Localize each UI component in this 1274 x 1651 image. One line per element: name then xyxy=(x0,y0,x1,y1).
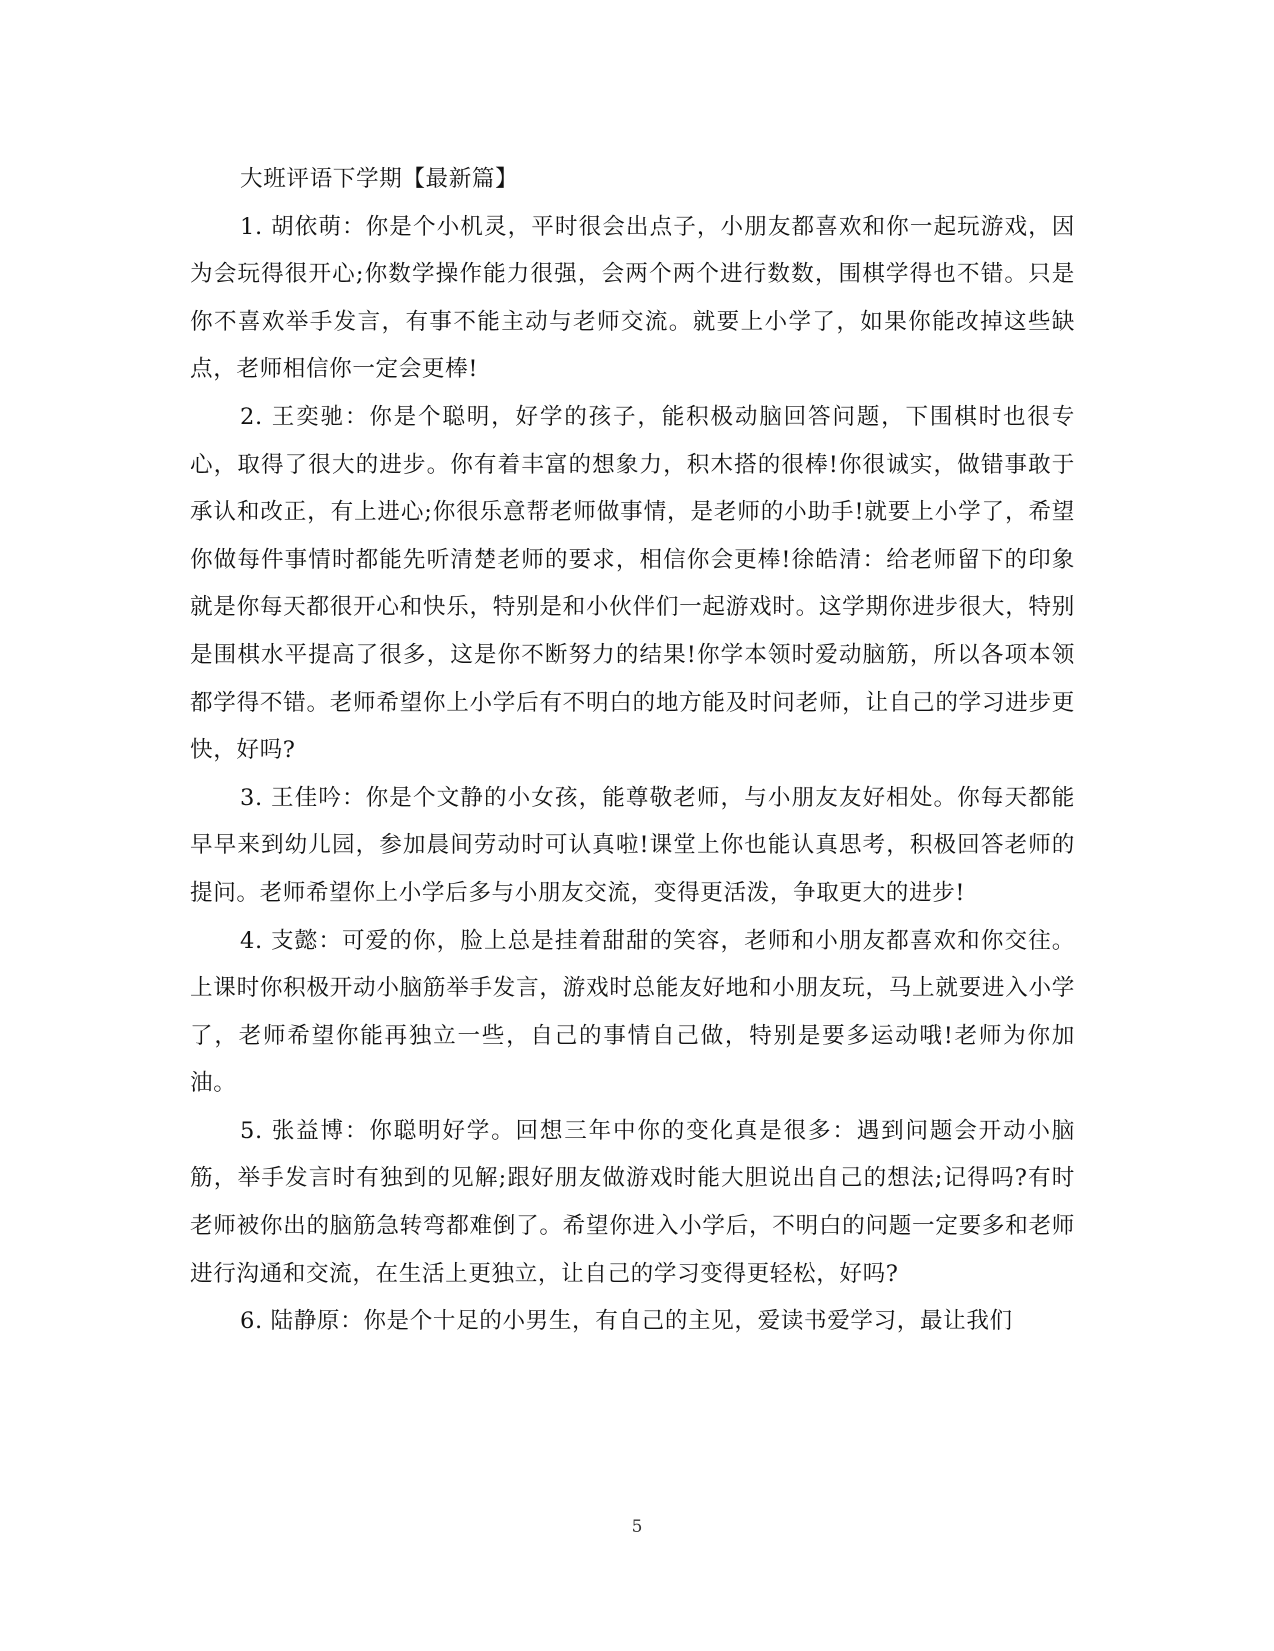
page-number: 5 xyxy=(631,1517,643,1537)
comment-paragraph-1: 1. 胡依萌：你是个小机灵，平时很会出点子，小朋友都喜欢和你一起玩游戏，因为会玩得很开心;你数学操作能力很强，会两个两个进行数数，围棋学得也不错。只是你不喜欢举手发言，有事不能主动与老师交流。就要上小学了，如果你能改掉这些缺点，老师相信你一定会更棒! xyxy=(190,213,1075,383)
comment-paragraph-4: 4. 支懿：可爱的你，脸上总是挂着甜甜的笑容，老师和小朋友都喜欢和你交往。上课时你积极开动小脑筋举手发言，游戏时总能友好地和小朋友玩，马上就要进入小学了，老师希望你能再独立一些，自己的事情自己做，特别是要多运动哦!老师为你加油。 xyxy=(190,927,1075,1097)
document-title: 大班评语下学期【最新篇】 xyxy=(240,166,519,192)
comment-paragraph-5: 5. 张益博：你聪明好学。回想三年中你的变化真是很多：遇到问题会开动小脑筋，举手发言时有独到的见解;跟好朋友做游戏时能大胆说出自己的想法;记得吗?有时老师被你出的脑筋急转弯都难倒了。希望你进入小学后，不明白的问题一定要多和老师进行沟通和交流，在生活上更独立，让自己的学习变得更轻松，好吗? xyxy=(190,1117,1075,1287)
comment-paragraph-3: 3. 王佳吟：你是个文静的小女孩，能尊敬老师，与小朋友友好相处。你每天都能早早来到幼儿园，参加晨间劳动时可认真啦!课堂上你也能认真思考，积极回答老师的提问。老师希望你上小学后多与小朋友交流，变得更活泼，争取更大的进步! xyxy=(190,784,1075,906)
comment-paragraph-2: 2. 王奕驰：你是个聪明，好学的孩子，能积极动脑回答问题，下围棋时也很专心，取得了很大的进步。你有着丰富的想象力，积木搭的很棒!你很诚实，做错事敢于承认和改正，有上进心;你很乐意帮老师做事情，是老师的小助手!就要上小学了，希望你做每件事情时都能先听清楚老师的要求，相信你会更棒!徐皓清：给老师留下的印象就是你每天都很开心和快乐，特别是和小伙伴们一起游戏时。这学期你进步很大，特别是围棋水平提高了很多，这是你不断努力的结果!你学本领时爱动脑筋，所以各项本领都学得不错。老师希望你上小学后有不明白的地方能及时问老师，让自己的学习进步更快，好吗? xyxy=(190,403,1075,764)
document-body xyxy=(190,156,1075,1346)
comment-paragraph-6: 6. 陆静原：你是个十足的小男生，有自己的主见，爱读书爱学习，最让我们 xyxy=(240,1308,1013,1335)
